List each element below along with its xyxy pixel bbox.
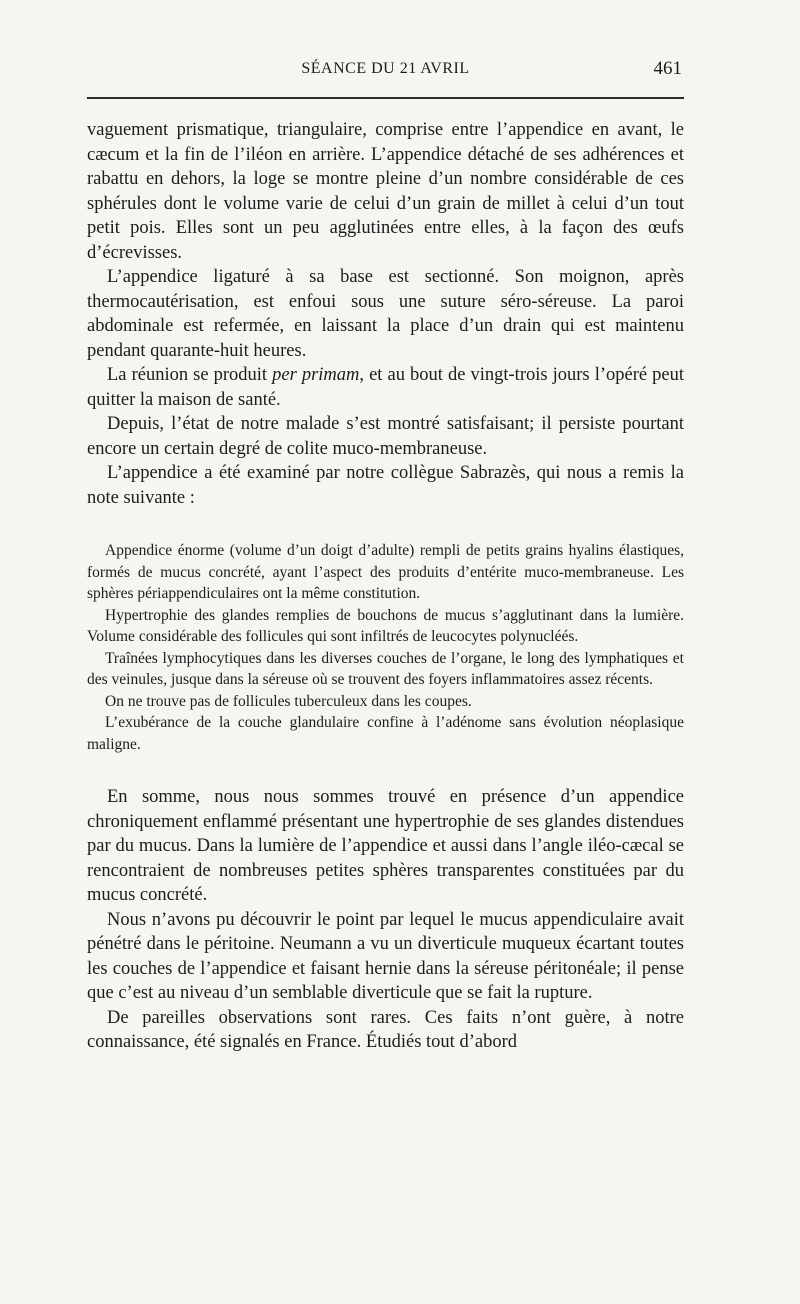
note-paragraph: Traînées lymphocytiques dans les diverses couches de l’organe, le long des lymphatiques et des veinules, jusque dans la séreuse où se trouvent des foyers inflammatoires assez récents. — [87, 649, 684, 688]
paragraph: L’appendice ligaturé à sa base est sectionné. Son moignon, après thermocautérisation, est enfoui sous une suture séro-séreuse. La paroi abdominale est refermée, en laissant la place d’un drain qui est maintenu pendant quarante-huit heures. — [87, 267, 684, 361]
running-title: SÉANCE DU 21 AVRIL — [301, 60, 470, 77]
page-header — [87, 52, 684, 92]
paragraph: Nous n’avons pu découvrir le point par lequel le mucus appendiculaire avait pénétré dans le péritoine. Neumann a vu un diverticule muqueux écartant toutes les couches de l’appendice et faisant hernie dans la séreuse péritonéale; il pense que c’est au niveau d’un semblable diverticule que se fait la rupture. — [87, 909, 684, 1003]
paragraph-text: , et au bout de vingt-trois jours l’opéré peut quitter la maison de santé. — [87, 365, 684, 410]
note-paragraph: Hypertrophie des glandes remplies de bouchons de mucus s’agglutinant dans la lumière. Volume considérable des follicules qui sont infiltrés de leucocytes polynucléés. — [87, 606, 684, 645]
paragraph: Depuis, l’état de notre malade s’est montré satisfaisant; il persiste pourtant encore un certain degré de colite muco-membraneuse. — [87, 414, 684, 459]
note-paragraph: On ne trouve pas de follicules tuberculeux dans les coupes. — [105, 692, 472, 710]
paragraph: L’appendice a été examiné par notre collègue Sabrazès, qui nous a remis la note suivante : — [87, 463, 684, 508]
paragraph: De pareilles observations sont rares. Ces faits n’ont guère, à notre connaissance, été signalés en France. Étudiés tout d’abord — [87, 1007, 684, 1052]
latin-phrase: per primam — [272, 365, 360, 385]
page-number: 461 — [653, 58, 682, 79]
note-paragraph: L’exubérance de la couche glandulaire confine à l’adénome sans évolution néoplasique maligne. — [87, 714, 684, 753]
note-paragraph: Appendice énorme (volume d’un doigt d’adulte) rempli de petits grains hyalins élastiques, formés de mucus concrété, ayant l’aspect des produits d’entérite muco-membraneuse. Les sphères périappendiculaires ont la même constitution. — [87, 542, 684, 602]
paragraph — [87, 363, 684, 412]
paragraph: En somme, nous nous sommes trouvé en présence d’un appendice chroniquement enflammé présentant une hypertrophie de ses glandes distendues par du mucus. Dans la lumière de l’appendice et aussi dans l’angle iléo-cæcal se rencontraient de nombreuses petites sphères transparentes constituées par du mucus concrété. — [87, 787, 684, 905]
paragraph-text: La réunion se produit — [107, 365, 273, 385]
pathology-note — [87, 540, 684, 755]
body-text — [87, 118, 684, 1055]
header-rule — [87, 97, 684, 99]
document-page — [87, 52, 684, 1052]
paragraph: vaguement prismatique, triangulaire, comprise entre l’appendice en avant, le cæcum et la fin de l’iléon en arrière. L’appendice détaché de ses adhérences et rabattu en dehors, la loge se montre pleine d’un nombre considérable de ces sphérules dont le volume varie de celui d’un grain de millet à celui d’un tout petit pois. Elles sont un peu agglutinées entre elles, à la façon des œufs d’écrevisses. — [87, 120, 684, 263]
